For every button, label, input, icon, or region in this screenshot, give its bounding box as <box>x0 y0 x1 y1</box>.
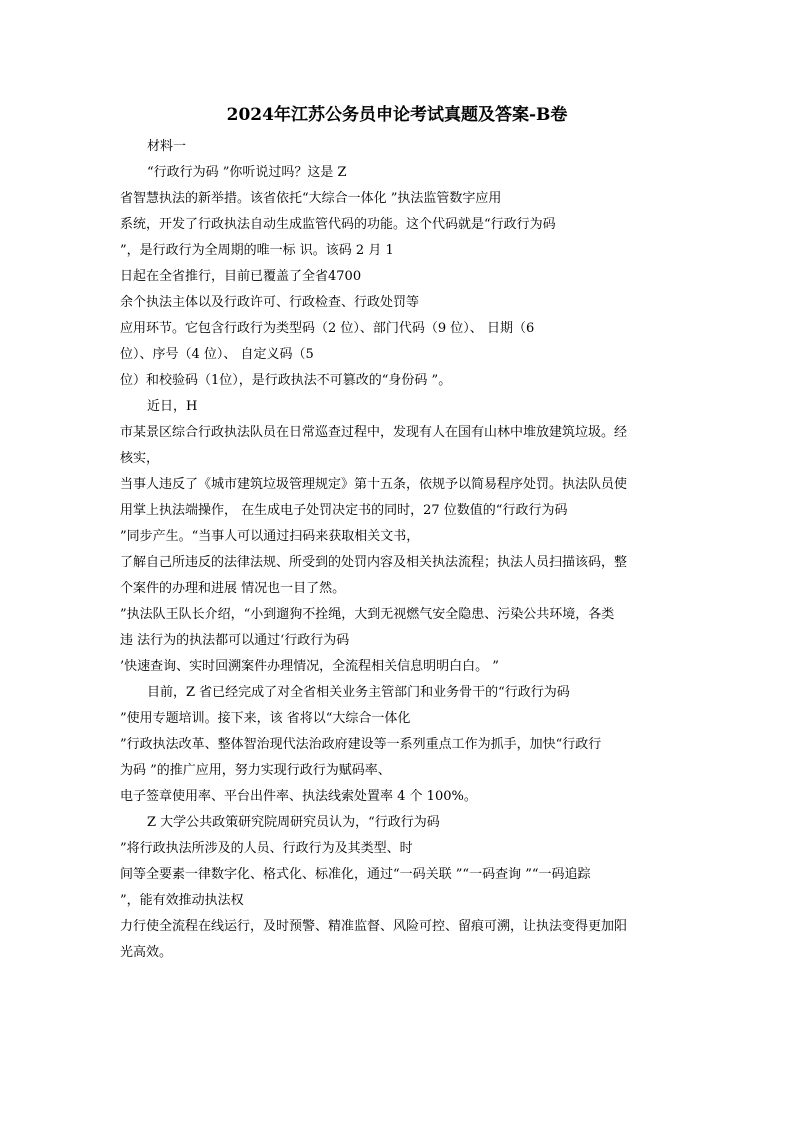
paragraph-line: 违 法行为的执法都可以通过‘行政行为码 <box>120 633 350 648</box>
paragraph-line: ”，能有效推动执法权 <box>120 893 244 908</box>
paragraph-line: ”将行政执法所涉及的人员、行政行为及其类型、时 <box>120 841 413 856</box>
paragraph-line: 应用环节。它包含行政行为类型码（2 位）、部门代码（9 位）、 日期（6 <box>120 321 535 336</box>
paragraph-line: 日起在全省推行，目前已覆盖了全省4700 <box>120 269 362 284</box>
paragraph-line: 系统，开发了行政执法自动生成监管代码的功能。这个代码就是“行政行为码 <box>120 217 556 232</box>
paragraph-line: 间等全要素一律数字化、格式化、标准化，通过“一码关联 ”“一码查询 ”“一码追踪 <box>120 867 591 882</box>
paragraph-line: Z 大学公共政策研究院周研究员认为，“行政行为码 <box>147 815 440 830</box>
paragraph-line: ”，是行政行为全周期的唯一标 识。该码 2 月 1 <box>120 243 394 258</box>
paragraph-line: “行政行为码 ”你听说过吗？这是 Z <box>147 165 347 180</box>
paragraph-line: 材料一 <box>147 139 187 154</box>
paragraph-line: 近日，H <box>147 399 198 414</box>
paragraph-line: 用掌上执法端操作， 在生成电子处罚决定书的同时，27 位数值的“行政行为码 <box>120 503 568 518</box>
paragraph-line: 了解自己所违反的法律法规、所受到的处罚内容及相关执法流程；执法人员扫描该码，整 <box>120 555 628 570</box>
paragraph-line: 力行使全流程在线运行，及时预警、精准监督、风险可控、留痕可溯，让执法变得更加阳 <box>120 919 628 934</box>
paragraph-line: 余个执法主体以及行政许可、行政检查、行政处罚等 <box>120 295 420 310</box>
paragraph-line: 个案件的办理和进展 情况也一目了然。 <box>120 581 346 596</box>
paragraph-line: ”使用专题培训。接下来，该 省将以“大综合一体化 <box>120 711 411 726</box>
paragraph-line: 核实， <box>120 451 160 466</box>
paragraph-line: 光高效。 <box>120 945 173 960</box>
paragraph-line: ”同步产生。“当事人可以通过扫码来获取相关文书， <box>120 529 420 544</box>
paragraph-line: 电子签章使用率、平台出件率、执法线索处置率 4 个 100%。 <box>120 789 477 804</box>
paragraph-line: 为码 ”的推广应用，努力实现行政行为赋码率、 <box>120 763 391 778</box>
paragraph-line: ”行政执法改革、整体智治现代法治政府建设等一系列重点工作为抓手，加快“行政行 <box>120 737 602 752</box>
paragraph-line: ’快速查询、实时回溯案件办理情况，全流程相关信息明明白白。 ” <box>120 659 499 674</box>
paragraph-line: 位）和校验码（1位），是行政执法不可篡改的“身份码 ”。 <box>120 373 452 388</box>
paragraph-line: ”执法队王队长介绍，“小到遛狗不拴绳，大到无视燃气安全隐患、污染公共环境，各类 <box>120 607 615 622</box>
paragraph-line: 当事人违反了《城市建筑垃圾管理规定》第十五条，依规予以简易程序处罚。执法队员使 <box>120 477 628 492</box>
paragraph-line: 位）、序号（4 位）、 自定义码（5 <box>120 347 314 362</box>
paragraph-line: 省智慧执法的新举措。该省依托“大综合一体化 ”执法监管数字应用 <box>120 191 502 206</box>
paragraph-line: 市某景区综合行政执法队员在日常巡查过程中，发现有人在国有山林中堆放建筑垃圾。经 <box>120 425 628 440</box>
paragraph-line: 目前，Z 省已经完成了对全省相关业务主管部门和业务骨干的“行政行为码 <box>147 685 570 700</box>
document-title: 2024年江苏公务员申论考试真题及答案-B卷 <box>226 105 568 125</box>
